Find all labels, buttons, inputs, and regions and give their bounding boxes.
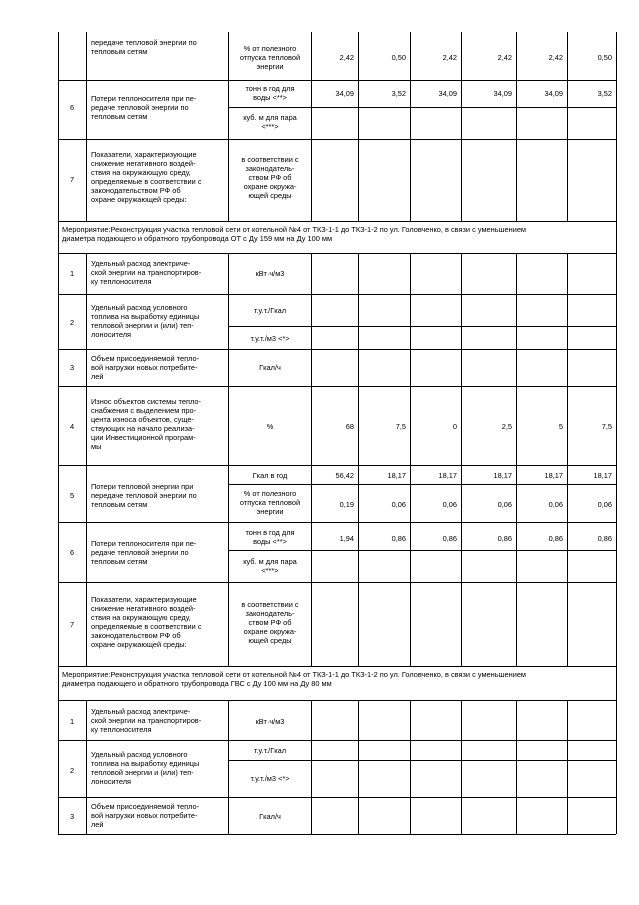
row-unit: тонн в год для воды <**> — [245, 84, 295, 102]
row-name: Показатели, характеризующие снижение негативного воздей- ствия на окружающую среду, определяемые в соответствии с законодательством РФ об охране окружающей среды: — [91, 150, 202, 204]
table-cell: 68 — [345, 422, 354, 431]
table-cell: 18,17 — [593, 471, 612, 480]
table-cell: 0,06 — [597, 500, 612, 509]
table-cell: 18,17 — [387, 471, 406, 480]
row-unit: кВт·ч/м3 — [255, 269, 285, 278]
row-unit: в соответствии с законодатель- ством РФ об охране окружа- ющей среды — [241, 155, 299, 200]
row-unit: т.у.т./м3 <*> — [250, 334, 290, 343]
section-heading: Мероприятие:Реконструкция участка тепловой сети от котельной №4 от ТКЗ-1-1 до ТКЗ-1-2 по ул. Головченко, в связи с уменьшением диаметра подающего и обратного трубопровода ГВС с Ду 100 мм на Ду 80 мм — [62, 670, 527, 688]
table-cell: 34,09 — [438, 89, 457, 98]
table-cell: 2,5 — [501, 422, 512, 431]
row-unit: т.у.т./Гкал — [253, 306, 287, 315]
row-unit: Гкал в год — [252, 471, 288, 480]
table-cell: 34,09 — [335, 89, 354, 98]
table-cell: 7,5 — [601, 422, 612, 431]
table-cell: 7,5 — [395, 422, 406, 431]
table-cell: 2,42 — [548, 53, 563, 62]
table-cell: 0,06 — [391, 500, 406, 509]
row-number: 5 — [69, 491, 75, 500]
table-cell: 18,17 — [544, 471, 563, 480]
row-number: 7 — [69, 620, 75, 629]
row-unit: куб. м для пара <***> — [243, 557, 297, 575]
table-cell: 0,06 — [548, 500, 563, 509]
row-number: 7 — [69, 175, 75, 184]
row-number: 6 — [69, 548, 75, 557]
row-name: Удельный расход электриче- ской энергии на транспортиров- ку теплоносителя — [91, 707, 202, 734]
table-cell: 0,86 — [497, 534, 512, 543]
row-name: Удельный расход электриче- ской энергии на транспортиров- ку теплоносителя — [91, 259, 202, 286]
row-name: Потери теплоносителя при пе- редаче тепловой энергии по тепловым сетям — [91, 539, 197, 566]
row-number: 2 — [69, 318, 75, 327]
table-cell: 0,50 — [391, 53, 406, 62]
row-name: Удельный расход условного топлива на выработку единицы тепловой энергии и (или) теп- лоносителя — [91, 750, 200, 786]
row-unit: кВт·ч/м3 — [255, 717, 285, 726]
row-unit: % от полезного отпуска тепловой энергии — [239, 44, 301, 71]
row-number: 6 — [69, 103, 75, 112]
table-cell: 1,94 — [339, 534, 354, 543]
table-cell: 2,42 — [442, 53, 457, 62]
row-name: Износ объектов системы тепло- снабжения с выделением про- цента износа объектов, суще- ствующих на начало реализа- ции Инвестиционной програм- мы — [91, 397, 201, 451]
row-unit: в соответствии с законодатель- ством РФ об охране окружа- ющей среды — [241, 600, 299, 645]
row-number: 3 — [69, 363, 75, 372]
table-cell: 0,86 — [442, 534, 457, 543]
table-cell: 0 — [452, 422, 457, 431]
row-name: Удельный расход условного топлива на выработку единицы тепловой энергии и (или) теп- лоносителя — [91, 303, 200, 339]
row-unit: % — [266, 422, 274, 431]
row-unit: куб. м для пара <***> — [243, 113, 297, 131]
row-unit: т.у.т./Гкал — [253, 746, 287, 755]
row-name: Потери тепловой энергии при передаче тепловой энергии по тепловым сетям — [91, 482, 197, 509]
table-cell: 0,50 — [597, 53, 612, 62]
table-cell: 34,09 — [493, 89, 512, 98]
row-number: 1 — [69, 269, 75, 278]
row-unit: т.у.т./м3 <*> — [250, 774, 290, 783]
table-cell: 0,86 — [548, 534, 563, 543]
table-cell: 34,09 — [544, 89, 563, 98]
row-unit: Гкал/ч — [259, 363, 281, 372]
table-cell: 0,19 — [339, 500, 354, 509]
row-name: Объем присоединяемой тепло- вой нагрузки новых потребите- лей — [91, 354, 200, 381]
row-number: 4 — [69, 422, 75, 431]
table-cell: 2,42 — [339, 53, 354, 62]
table-cell: 0,06 — [497, 500, 512, 509]
section-heading: Мероприятие:Реконструкция участка тепловой сети от котельной №4 от ТКЗ-1-1 до ТКЗ-1-2 по ул. Головченко, в связи с уменьшением диаметра подающего и обратного трубопровода ОТ с Ду 159 мм на Ду 100 мм — [62, 225, 527, 243]
row-number: 3 — [69, 812, 75, 821]
row-number: 2 — [69, 766, 75, 775]
row-name: Объем присоединяемой тепло- вой нагрузки новых потребите- лей — [91, 802, 200, 829]
table-cell: 5 — [558, 422, 563, 431]
table-cell: 56,42 — [335, 471, 354, 480]
row-unit: Гкал/ч — [259, 812, 281, 821]
table-cell: 3,52 — [597, 89, 612, 98]
row-unit: % от полезного отпуска тепловой энергии — [239, 489, 301, 516]
table-cell: 0,06 — [442, 500, 457, 509]
table-cell: 0,86 — [391, 534, 406, 543]
row-unit: тонн в год для воды <**> — [245, 528, 295, 546]
table-cell: 3,52 — [391, 89, 406, 98]
table-cell: 18,17 — [438, 471, 457, 480]
row-name: Потери теплоносителя при пе- редаче тепловой энергии по тепловым сетям — [91, 94, 197, 121]
row-number: 1 — [69, 717, 75, 726]
row-name: Показатели, характеризующие снижение негативного воздей- ствия на окружающую среду, определяемые в соответствии с законодательством РФ об охране окружающей среды: — [91, 595, 202, 649]
table-cell: 18,17 — [493, 471, 512, 480]
row-name: передаче тепловой энергии по тепловым сетям — [91, 38, 197, 56]
table-cell: 2,42 — [497, 53, 512, 62]
table-cell: 0,86 — [597, 534, 612, 543]
